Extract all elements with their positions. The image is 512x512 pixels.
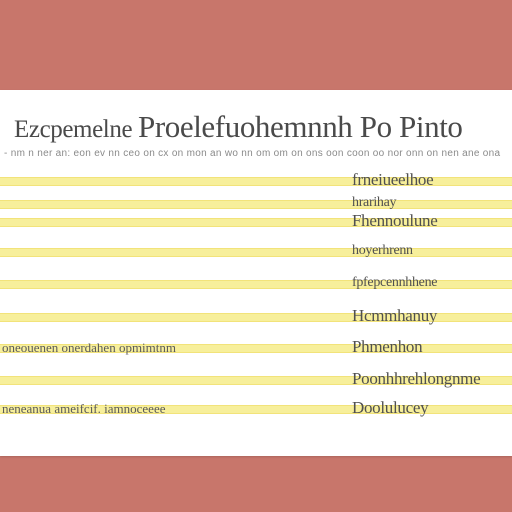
table-row bbox=[0, 301, 512, 333]
row-left-text: oneouenen onerdahen opmimtnm bbox=[2, 340, 177, 355]
row-left-text: neneanua ameifcif. iamnoceeee bbox=[2, 401, 166, 416]
table-row bbox=[0, 364, 512, 396]
row-right-text: Fhennoulune bbox=[352, 211, 438, 230]
row-left-text bbox=[2, 243, 302, 261]
row-right-text: fpfepcennhhene bbox=[352, 275, 438, 290]
table-row bbox=[0, 332, 512, 364]
table-row bbox=[0, 393, 512, 425]
row-right-text: Doolulucey bbox=[352, 398, 429, 417]
row-right-text: Hcmmhanuy bbox=[352, 306, 438, 325]
row-right-text: Poonhhrehlongnme bbox=[352, 369, 481, 388]
row-right-text: hrarihay bbox=[352, 195, 397, 210]
document-subtitle: - nm n ner an: eon ev nn ceo on cx on mon an wo nn om om on ons oon coon oo nor onn on nen ane ona bbox=[4, 148, 501, 159]
document-title bbox=[14, 110, 512, 144]
row-left-text bbox=[2, 308, 302, 326]
table-row bbox=[0, 236, 512, 268]
row-left-text bbox=[2, 275, 302, 293]
title-part-1: Ezcpemelne bbox=[14, 116, 138, 143]
row-left-text bbox=[2, 371, 302, 389]
title-part-2: Proelefuohemnnh bbox=[138, 110, 353, 144]
table-row bbox=[0, 206, 512, 238]
row-right-text: hoyerhrenn bbox=[352, 243, 413, 258]
row-right-text: frneiueelhoe bbox=[352, 170, 434, 189]
row-right-text: Phmenhon bbox=[352, 337, 423, 356]
title-part-3: Po Pinto bbox=[352, 110, 463, 144]
table-row bbox=[0, 268, 512, 300]
row-left-text bbox=[2, 213, 302, 231]
